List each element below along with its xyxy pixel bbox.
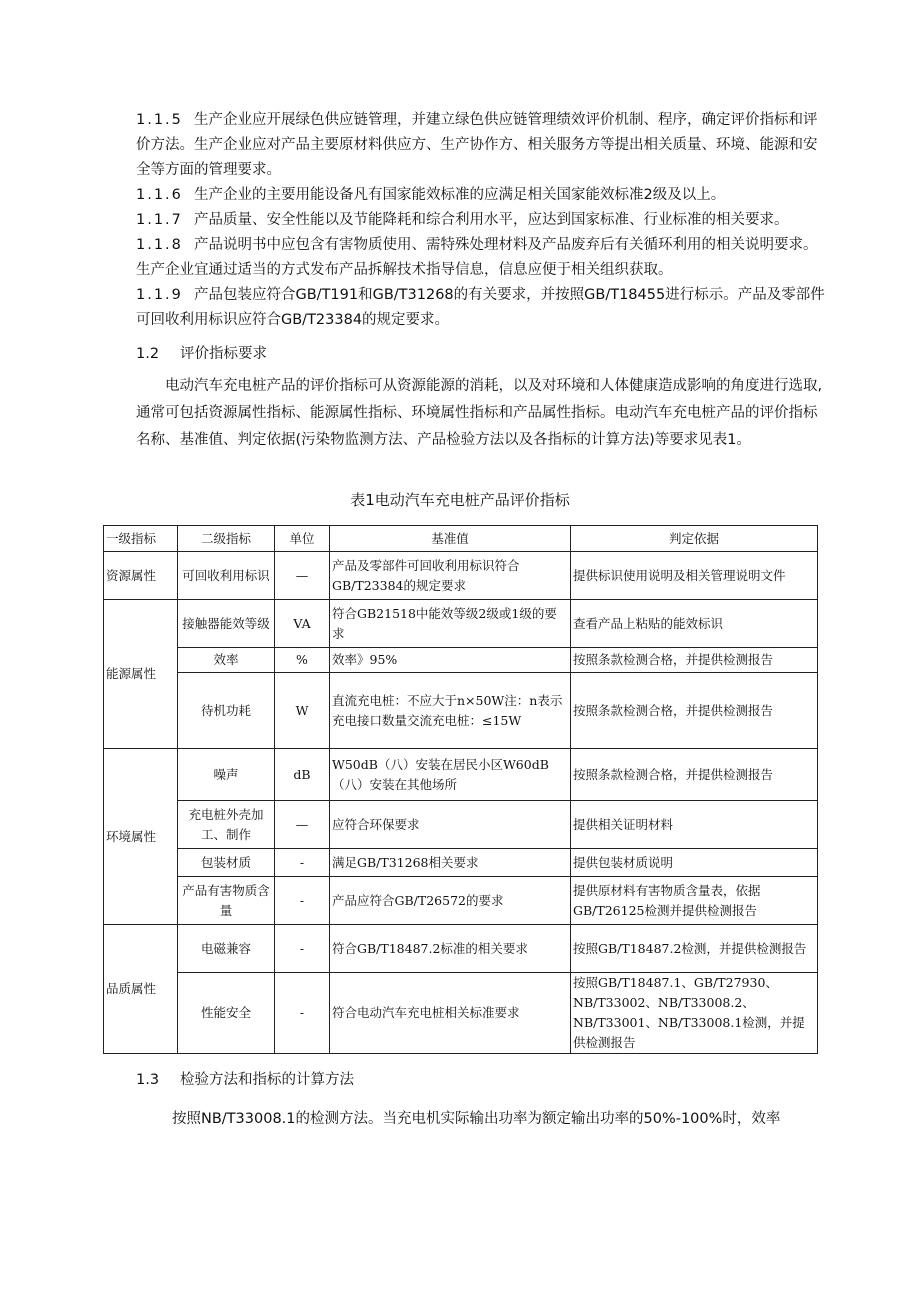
- clause-1-1-9: [136, 283, 826, 333]
- group-cell: 能源属性: [104, 600, 178, 749]
- baseline-cell: W50dB（八）安装在居民小区W60dB（八）安装在其他场所: [330, 749, 571, 801]
- baseline-cell: 符合电动汽车充电桩相关标准要求: [330, 973, 571, 1054]
- group-cell: 品质属性: [104, 925, 178, 1054]
- section-title: 检验方法和指标的计算方法: [180, 1072, 354, 1088]
- indicator-cell: 产品有害物质含量: [178, 877, 275, 925]
- baseline-cell: 产品应符合GB/T26572的要求: [330, 877, 571, 925]
- group-cell: 环境属性: [104, 749, 178, 925]
- table-row: [104, 877, 818, 925]
- baseline-cell: 直流充电桩：不应大于n×50W注：n表示充电接口数量交流充电桩：≤15W: [330, 673, 571, 749]
- basis-cell: 按照条款检测合格，并提供检测报告: [571, 749, 818, 801]
- table-row: [104, 973, 818, 1054]
- header-cell: 一级指标: [104, 526, 178, 552]
- table-header-row: [104, 526, 818, 552]
- section-title: 评价指标要求: [180, 346, 267, 362]
- evaluation-table: [103, 525, 818, 1054]
- clause-text: 生产企业的主要用能设备凡有国家能效标准的应满足相关国家能效标准2级及以上。: [194, 187, 726, 203]
- basis-cell: 提供原材料有害物质含量表，依据GB/T26125检测并提供检测报告: [571, 877, 818, 925]
- section-heading-1-2: [136, 342, 267, 367]
- unit-cell: —: [275, 552, 330, 600]
- section-number: 1.3: [136, 1072, 160, 1088]
- group-cell: 资源属性: [104, 552, 178, 600]
- unit-cell: %: [275, 648, 330, 673]
- baseline-cell: 效率》95%: [330, 648, 571, 673]
- clause-1-1-5: [136, 108, 826, 183]
- indicator-cell: 包装材质: [178, 849, 275, 877]
- baseline-cell: 满足GB/T31268相关要求: [330, 849, 571, 877]
- table-row: [104, 673, 818, 749]
- table-row: [104, 749, 818, 801]
- clause-text: 生产企业应开展绿色供应链管理，并建立绿色供应链管理绩效评价机制、程序，确定评价指标和评价方法。生产企业应对产品主要原材料供应方、生产协作方、相关服务方等提出相关质量、环境、能源和安全等方面的管理要求。: [136, 112, 818, 178]
- basis-cell: 提供相关证明材料: [571, 801, 818, 849]
- baseline-cell: 产品及零部件可回收利用标识符合GB/T23384的规定要求: [330, 552, 571, 600]
- indicator-cell: 性能安全: [178, 973, 275, 1054]
- header-cell: 判定依据: [571, 526, 818, 552]
- section-number: 1.2: [136, 346, 160, 362]
- unit-cell: -: [275, 925, 330, 973]
- indicator-cell: 效率: [178, 648, 275, 673]
- clause-text: 产品包装应符合GB/T191和GB/T31268的有关要求，并按照GB/T18455进行标示。产品及零部件可回收利用标识应符合GB/T23384的规定要求。: [136, 287, 825, 328]
- unit-cell: -: [275, 849, 330, 877]
- table-row: [104, 648, 818, 673]
- indicator-cell: 电磁兼容: [178, 925, 275, 973]
- method-paragraph: 按照NB/T33008.1的检测方法。当充电机实际输出功率为额定输出功率的50%-100%时，效率: [172, 1111, 781, 1127]
- table-caption: 表1电动汽车充电桩产品评价指标: [350, 491, 570, 509]
- clause-1-1-8: [136, 233, 826, 283]
- section-heading-1-3: [136, 1068, 354, 1093]
- basis-cell: 按照GB/T18487.2检测，并提供检测报告: [571, 925, 818, 973]
- clause-1-1-7: [136, 208, 826, 233]
- unit-cell: VA: [275, 600, 330, 648]
- indicator-cell: 待机功耗: [178, 673, 275, 749]
- intro-paragraph: 电动汽车充电桩产品的评价指标可从资源能源的消耗，以及对环境和人体健康造成影响的角度进行选取,通常可包括资源属性指标、能源属性指标、环境属性指标和产品属性指标。电动汽车充电桩产品的评价指标名称、基准值、判定依据(污染物监测方法、产品检验方法以及各指标的计算方法)等要求见表1。: [136, 378, 823, 448]
- clause-number: 1.1.6: [136, 187, 183, 203]
- basis-cell: 按照条款检测合格，并提供检测报告: [571, 673, 818, 749]
- header-cell: 基准值: [330, 526, 571, 552]
- unit-cell: -: [275, 973, 330, 1054]
- basis-cell: 按照条款检测合格，并提供检测报告: [571, 648, 818, 673]
- unit-cell: —: [275, 801, 330, 849]
- table-row: [104, 801, 818, 849]
- indicator-cell: 可回收利用标识: [178, 552, 275, 600]
- table-row: [104, 552, 818, 600]
- clause-number: 1.1.9: [136, 287, 183, 303]
- basis-cell: 提供标识使用说明及相关管理说明文件: [571, 552, 818, 600]
- clause-number: 1.1.7: [136, 212, 183, 228]
- clause-text: 产品说明书中应包含有害物质使用、需特殊处理材料及产品废弃后有关循环利用的相关说明要求。生产企业宜通过适当的方式发布产品拆解技术指导信息，信息应便于相关组织获取。: [136, 237, 818, 278]
- unit-cell: W: [275, 673, 330, 749]
- unit-cell: -: [275, 877, 330, 925]
- basis-cell: 按照GB/T18487.1、GB/T27930、NB/T33002、NB/T33008.2、NB/T33001、NB/T33008.1检测，并提供检测报告: [571, 973, 818, 1054]
- header-cell: 单位: [275, 526, 330, 552]
- basis-cell: 查看产品上粘贴的能效标识: [571, 600, 818, 648]
- table-row: [104, 925, 818, 973]
- table-row: [104, 849, 818, 877]
- baseline-cell: 符合GB21518中能效等级2级或1级的要求: [330, 600, 571, 648]
- baseline-cell: 应符合环保要求: [330, 801, 571, 849]
- indicator-cell: 接触器能效等级: [178, 600, 275, 648]
- table-row: [104, 600, 818, 648]
- header-cell: 二级指标: [178, 526, 275, 552]
- indicator-cell: 噪声: [178, 749, 275, 801]
- basis-cell: 提供包装材质说明: [571, 849, 818, 877]
- clause-number: 1.1.5: [136, 112, 183, 128]
- baseline-cell: 符合GB/T18487.2标准的相关要求: [330, 925, 571, 973]
- clause-text: 产品质量、安全性能以及节能降耗和综合利用水平，应达到国家标准、行业标准的相关要求。: [194, 212, 789, 228]
- unit-cell: dB: [275, 749, 330, 801]
- clause-number: 1.1.8: [136, 237, 183, 253]
- indicator-cell: 充电桩外壳加工、制作: [178, 801, 275, 849]
- clause-1-1-6: [136, 183, 826, 208]
